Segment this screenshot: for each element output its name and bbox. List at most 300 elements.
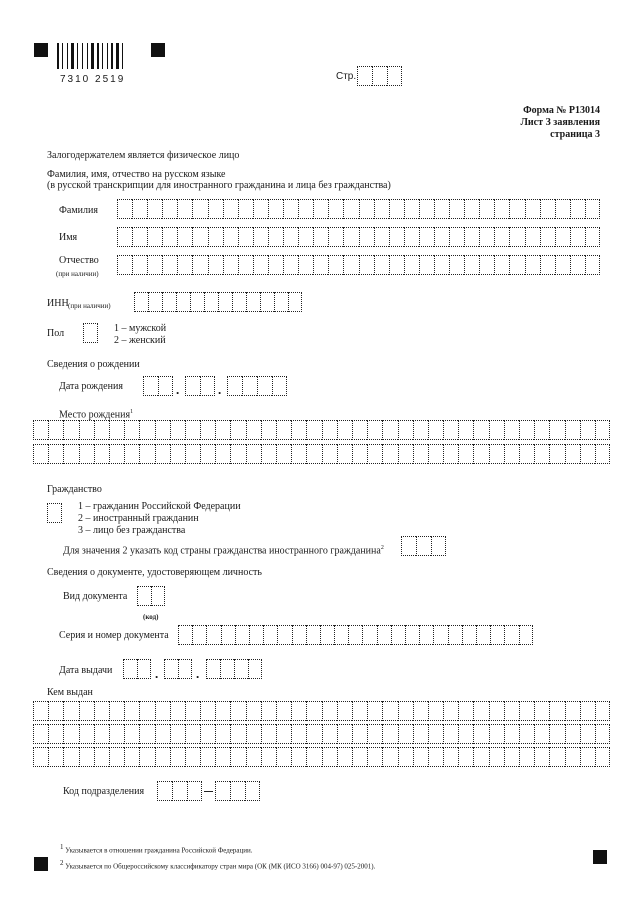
input-cell[interactable] — [139, 701, 154, 721]
birth-place-cells-row-1[interactable] — [33, 420, 610, 440]
input-cell[interactable] — [443, 747, 458, 767]
input-cell[interactable] — [473, 747, 488, 767]
input-cell[interactable] — [48, 420, 63, 440]
input-cell[interactable] — [238, 227, 253, 247]
input-cell[interactable] — [494, 199, 509, 219]
input-cell[interactable] — [490, 625, 504, 645]
input-cell[interactable] — [33, 747, 48, 767]
birth-year-cells[interactable] — [227, 376, 287, 396]
input-cell[interactable] — [540, 255, 555, 275]
birth-place-cells-row-2[interactable] — [33, 444, 610, 464]
input-cell[interactable] — [367, 701, 382, 721]
input-cell[interactable] — [137, 659, 151, 679]
input-cell[interactable] — [291, 747, 306, 767]
input-cell[interactable] — [137, 586, 151, 606]
input-cell[interactable] — [595, 444, 610, 464]
input-cell[interactable] — [449, 227, 464, 247]
input-cell[interactable] — [357, 66, 372, 86]
input-cell[interactable] — [473, 420, 488, 440]
input-cell[interactable] — [215, 781, 230, 801]
inn-cells[interactable] — [134, 292, 302, 312]
input-cell[interactable] — [322, 724, 337, 744]
input-cell[interactable] — [413, 420, 428, 440]
input-cell[interactable] — [200, 701, 215, 721]
input-cell[interactable] — [555, 227, 570, 247]
input-cell[interactable] — [272, 376, 287, 396]
input-cell[interactable] — [221, 625, 235, 645]
input-cell[interactable] — [176, 292, 190, 312]
input-cell[interactable] — [580, 747, 595, 767]
issue-year-cells[interactable] — [206, 659, 262, 679]
input-cell[interactable] — [322, 444, 337, 464]
input-cell[interactable] — [263, 625, 277, 645]
input-cell[interactable] — [374, 199, 389, 219]
input-cell[interactable] — [464, 199, 479, 219]
input-cell[interactable] — [443, 420, 458, 440]
input-cell[interactable] — [448, 625, 462, 645]
input-cell[interactable] — [238, 255, 253, 275]
input-cell[interactable] — [343, 199, 358, 219]
input-cell[interactable] — [534, 724, 549, 744]
input-cell[interactable] — [549, 420, 564, 440]
input-cell[interactable] — [208, 227, 223, 247]
input-cell[interactable] — [151, 586, 165, 606]
issue-month-cells[interactable] — [164, 659, 192, 679]
input-cell[interactable] — [177, 255, 192, 275]
input-cell[interactable] — [320, 625, 334, 645]
input-cell[interactable] — [185, 724, 200, 744]
input-cell[interactable] — [170, 701, 185, 721]
input-cell[interactable] — [585, 255, 600, 275]
input-cell[interactable] — [94, 747, 109, 767]
input-cell[interactable] — [519, 420, 534, 440]
input-cell[interactable] — [595, 701, 610, 721]
input-cell[interactable] — [234, 659, 248, 679]
input-cell[interactable] — [377, 625, 391, 645]
input-cell[interactable] — [525, 199, 540, 219]
input-cell[interactable] — [352, 420, 367, 440]
input-cell[interactable] — [158, 376, 173, 396]
input-cell[interactable] — [334, 625, 348, 645]
input-cell[interactable] — [419, 255, 434, 275]
issued-by-cells-row-1[interactable] — [33, 701, 610, 721]
input-cell[interactable] — [48, 724, 63, 744]
input-cell[interactable] — [185, 747, 200, 767]
input-cell[interactable] — [565, 747, 580, 767]
input-cell[interactable] — [200, 724, 215, 744]
input-cell[interactable] — [462, 625, 476, 645]
input-cell[interactable] — [555, 199, 570, 219]
input-cell[interactable] — [298, 255, 313, 275]
input-cell[interactable] — [206, 625, 220, 645]
input-cell[interactable] — [458, 724, 473, 744]
input-cell[interactable] — [419, 227, 434, 247]
input-cell[interactable] — [192, 255, 207, 275]
input-cell[interactable] — [343, 227, 358, 247]
input-cell[interactable] — [157, 781, 172, 801]
input-cell[interactable] — [79, 444, 94, 464]
input-cell[interactable] — [428, 444, 443, 464]
input-cell[interactable] — [253, 255, 268, 275]
input-cell[interactable] — [246, 292, 260, 312]
input-cell[interactable] — [382, 420, 397, 440]
input-cell[interactable] — [431, 536, 446, 556]
input-cell[interactable] — [489, 747, 504, 767]
input-cell[interactable] — [155, 747, 170, 767]
input-cell[interactable] — [230, 444, 245, 464]
input-cell[interactable] — [413, 701, 428, 721]
page-number-cells[interactable] — [357, 66, 402, 86]
issued-by-cells-row-3[interactable] — [33, 747, 610, 767]
input-cell[interactable] — [565, 701, 580, 721]
input-cell[interactable] — [494, 255, 509, 275]
input-cell[interactable] — [458, 420, 473, 440]
input-cell[interactable] — [306, 724, 321, 744]
input-cell[interactable] — [33, 420, 48, 440]
input-cell[interactable] — [580, 444, 595, 464]
input-cell[interactable] — [178, 625, 192, 645]
input-cell[interactable] — [227, 376, 242, 396]
input-cell[interactable] — [291, 724, 306, 744]
input-cell[interactable] — [215, 724, 230, 744]
input-cell[interactable] — [434, 255, 449, 275]
input-cell[interactable] — [540, 199, 555, 219]
input-cell[interactable] — [33, 724, 48, 744]
input-cell[interactable] — [230, 701, 245, 721]
input-cell[interactable] — [534, 444, 549, 464]
input-cell[interactable] — [117, 199, 132, 219]
input-cell[interactable] — [458, 747, 473, 767]
input-cell[interactable] — [479, 199, 494, 219]
input-cell[interactable] — [192, 625, 206, 645]
input-cell[interactable] — [389, 199, 404, 219]
input-cell[interactable] — [117, 227, 132, 247]
input-cell[interactable] — [223, 227, 238, 247]
input-cell[interactable] — [215, 701, 230, 721]
input-cell[interactable] — [348, 625, 362, 645]
input-cell[interactable] — [464, 227, 479, 247]
input-cell[interactable] — [476, 625, 490, 645]
input-cell[interactable] — [200, 747, 215, 767]
input-cell[interactable] — [519, 444, 534, 464]
document-series-cells[interactable] — [178, 625, 534, 645]
input-cell[interactable] — [79, 724, 94, 744]
input-cell[interactable] — [48, 747, 63, 767]
input-cell[interactable] — [367, 444, 382, 464]
input-cell[interactable] — [94, 420, 109, 440]
input-cell[interactable] — [185, 420, 200, 440]
input-cell[interactable] — [534, 420, 549, 440]
input-cell[interactable] — [401, 536, 416, 556]
input-cell[interactable] — [428, 701, 443, 721]
input-cell[interactable] — [595, 724, 610, 744]
input-cell[interactable] — [276, 747, 291, 767]
input-cell[interactable] — [155, 724, 170, 744]
input-cell[interactable] — [291, 701, 306, 721]
input-cell[interactable] — [398, 724, 413, 744]
input-cell[interactable] — [268, 227, 283, 247]
input-cell[interactable] — [519, 747, 534, 767]
input-cell[interactable] — [48, 701, 63, 721]
input-cell[interactable] — [277, 625, 291, 645]
input-cell[interactable] — [132, 255, 147, 275]
input-cell[interactable] — [261, 444, 276, 464]
input-cell[interactable] — [79, 701, 94, 721]
input-cell[interactable] — [322, 701, 337, 721]
input-cell[interactable] — [200, 444, 215, 464]
input-cell[interactable] — [585, 199, 600, 219]
input-cell[interactable] — [519, 625, 533, 645]
input-cell[interactable] — [164, 659, 178, 679]
input-cell[interactable] — [192, 227, 207, 247]
input-cell[interactable] — [352, 747, 367, 767]
input-cell[interactable] — [382, 747, 397, 767]
input-cell[interactable] — [479, 227, 494, 247]
input-cell[interactable] — [276, 420, 291, 440]
input-cell[interactable] — [162, 199, 177, 219]
input-cell[interactable] — [223, 199, 238, 219]
input-cell[interactable] — [230, 747, 245, 767]
input-cell[interactable] — [549, 701, 564, 721]
input-cell[interactable] — [274, 292, 288, 312]
input-cell[interactable] — [391, 625, 405, 645]
input-cell[interactable] — [123, 659, 137, 679]
input-cell[interactable] — [382, 724, 397, 744]
input-cell[interactable] — [565, 420, 580, 440]
input-cell[interactable] — [246, 701, 261, 721]
gender-cell[interactable] — [83, 323, 98, 343]
input-cell[interactable] — [155, 701, 170, 721]
input-cell[interactable] — [261, 420, 276, 440]
input-cell[interactable] — [187, 781, 202, 801]
input-cell[interactable] — [413, 747, 428, 767]
input-cell[interactable] — [433, 625, 447, 645]
input-cell[interactable] — [458, 701, 473, 721]
input-cell[interactable] — [276, 724, 291, 744]
input-cell[interactable] — [139, 747, 154, 767]
input-cell[interactable] — [162, 227, 177, 247]
input-cell[interactable] — [509, 255, 524, 275]
input-cell[interactable] — [580, 701, 595, 721]
input-cell[interactable] — [549, 724, 564, 744]
input-cell[interactable] — [283, 199, 298, 219]
input-cell[interactable] — [261, 747, 276, 767]
input-cell[interactable] — [33, 444, 48, 464]
input-cell[interactable] — [185, 376, 200, 396]
input-cell[interactable] — [419, 625, 433, 645]
input-cell[interactable] — [473, 444, 488, 464]
patronymic-cells[interactable] — [117, 255, 601, 275]
input-cell[interactable] — [291, 420, 306, 440]
input-cell[interactable] — [525, 227, 540, 247]
input-cell[interactable] — [473, 724, 488, 744]
input-cell[interactable] — [473, 701, 488, 721]
input-cell[interactable] — [464, 255, 479, 275]
input-cell[interactable] — [367, 724, 382, 744]
input-cell[interactable] — [367, 420, 382, 440]
input-cell[interactable] — [261, 701, 276, 721]
input-cell[interactable] — [298, 227, 313, 247]
input-cell[interactable] — [47, 503, 62, 523]
input-cell[interactable] — [79, 420, 94, 440]
input-cell[interactable] — [509, 199, 524, 219]
input-cell[interactable] — [322, 420, 337, 440]
input-cell[interactable] — [509, 227, 524, 247]
input-cell[interactable] — [504, 701, 519, 721]
input-cell[interactable] — [416, 536, 431, 556]
input-cell[interactable] — [389, 227, 404, 247]
input-cell[interactable] — [337, 444, 352, 464]
input-cell[interactable] — [328, 199, 343, 219]
input-cell[interactable] — [398, 747, 413, 767]
input-cell[interactable] — [134, 292, 148, 312]
input-cell[interactable] — [94, 444, 109, 464]
input-cell[interactable] — [555, 255, 570, 275]
input-cell[interactable] — [352, 701, 367, 721]
input-cell[interactable] — [306, 625, 320, 645]
input-cell[interactable] — [155, 444, 170, 464]
input-cell[interactable] — [117, 255, 132, 275]
department-code-cells-1[interactable] — [157, 781, 202, 801]
input-cell[interactable] — [298, 199, 313, 219]
input-cell[interactable] — [192, 199, 207, 219]
input-cell[interactable] — [232, 292, 246, 312]
input-cell[interactable] — [83, 323, 98, 343]
input-cell[interactable] — [238, 199, 253, 219]
input-cell[interactable] — [143, 376, 158, 396]
input-cell[interactable] — [63, 724, 78, 744]
input-cell[interactable] — [374, 227, 389, 247]
input-cell[interactable] — [132, 227, 147, 247]
input-cell[interactable] — [200, 376, 215, 396]
department-code-cells-2[interactable] — [215, 781, 260, 801]
input-cell[interactable] — [313, 227, 328, 247]
input-cell[interactable] — [268, 255, 283, 275]
input-cell[interactable] — [230, 724, 245, 744]
input-cell[interactable] — [387, 66, 402, 86]
input-cell[interactable] — [372, 66, 387, 86]
input-cell[interactable] — [257, 376, 272, 396]
input-cell[interactable] — [352, 724, 367, 744]
input-cell[interactable] — [549, 444, 564, 464]
input-cell[interactable] — [306, 701, 321, 721]
input-cell[interactable] — [223, 255, 238, 275]
input-cell[interactable] — [570, 227, 585, 247]
input-cell[interactable] — [170, 747, 185, 767]
input-cell[interactable] — [570, 255, 585, 275]
input-cell[interactable] — [185, 444, 200, 464]
input-cell[interactable] — [242, 376, 257, 396]
input-cell[interactable] — [139, 420, 154, 440]
input-cell[interactable] — [367, 747, 382, 767]
input-cell[interactable] — [389, 255, 404, 275]
input-cell[interactable] — [570, 199, 585, 219]
input-cell[interactable] — [230, 420, 245, 440]
input-cell[interactable] — [261, 724, 276, 744]
input-cell[interactable] — [504, 444, 519, 464]
input-cell[interactable] — [260, 292, 274, 312]
input-cell[interactable] — [322, 747, 337, 767]
input-cell[interactable] — [63, 420, 78, 440]
input-cell[interactable] — [215, 420, 230, 440]
input-cell[interactable] — [147, 199, 162, 219]
input-cell[interactable] — [246, 724, 261, 744]
input-cell[interactable] — [405, 625, 419, 645]
input-cell[interactable] — [398, 420, 413, 440]
input-cell[interactable] — [434, 199, 449, 219]
input-cell[interactable] — [63, 747, 78, 767]
input-cell[interactable] — [413, 724, 428, 744]
input-cell[interactable] — [404, 255, 419, 275]
input-cell[interactable] — [220, 659, 234, 679]
input-cell[interactable] — [328, 227, 343, 247]
input-cell[interactable] — [139, 724, 154, 744]
input-cell[interactable] — [504, 747, 519, 767]
input-cell[interactable] — [109, 420, 124, 440]
input-cell[interactable] — [109, 747, 124, 767]
input-cell[interactable] — [382, 444, 397, 464]
input-cell[interactable] — [218, 292, 232, 312]
input-cell[interactable] — [359, 227, 374, 247]
citizenship-country-code-cells[interactable] — [401, 536, 446, 556]
input-cell[interactable] — [343, 255, 358, 275]
input-cell[interactable] — [413, 444, 428, 464]
input-cell[interactable] — [248, 659, 262, 679]
input-cell[interactable] — [230, 781, 245, 801]
input-cell[interactable] — [172, 781, 187, 801]
input-cell[interactable] — [404, 199, 419, 219]
input-cell[interactable] — [362, 625, 376, 645]
input-cell[interactable] — [190, 292, 204, 312]
input-cell[interactable] — [428, 747, 443, 767]
input-cell[interactable] — [580, 420, 595, 440]
input-cell[interactable] — [458, 444, 473, 464]
input-cell[interactable] — [489, 701, 504, 721]
input-cell[interactable] — [253, 199, 268, 219]
input-cell[interactable] — [352, 444, 367, 464]
input-cell[interactable] — [382, 701, 397, 721]
input-cell[interactable] — [443, 701, 458, 721]
input-cell[interactable] — [249, 625, 263, 645]
input-cell[interactable] — [428, 420, 443, 440]
input-cell[interactable] — [525, 255, 540, 275]
input-cell[interactable] — [33, 701, 48, 721]
input-cell[interactable] — [565, 724, 580, 744]
input-cell[interactable] — [534, 747, 549, 767]
input-cell[interactable] — [109, 724, 124, 744]
input-cell[interactable] — [283, 255, 298, 275]
input-cell[interactable] — [337, 701, 352, 721]
input-cell[interactable] — [359, 255, 374, 275]
input-cell[interactable] — [208, 255, 223, 275]
input-cell[interactable] — [246, 420, 261, 440]
input-cell[interactable] — [595, 420, 610, 440]
surname-cells[interactable] — [117, 199, 601, 219]
input-cell[interactable] — [94, 701, 109, 721]
input-cell[interactable] — [147, 255, 162, 275]
input-cell[interactable] — [479, 255, 494, 275]
input-cell[interactable] — [580, 724, 595, 744]
input-cell[interactable] — [162, 292, 176, 312]
input-cell[interactable] — [246, 444, 261, 464]
issued-by-cells-row-2[interactable] — [33, 724, 610, 744]
input-cell[interactable] — [178, 659, 192, 679]
input-cell[interactable] — [177, 227, 192, 247]
input-cell[interactable] — [48, 444, 63, 464]
input-cell[interactable] — [155, 420, 170, 440]
input-cell[interactable] — [337, 724, 352, 744]
input-cell[interactable] — [419, 199, 434, 219]
